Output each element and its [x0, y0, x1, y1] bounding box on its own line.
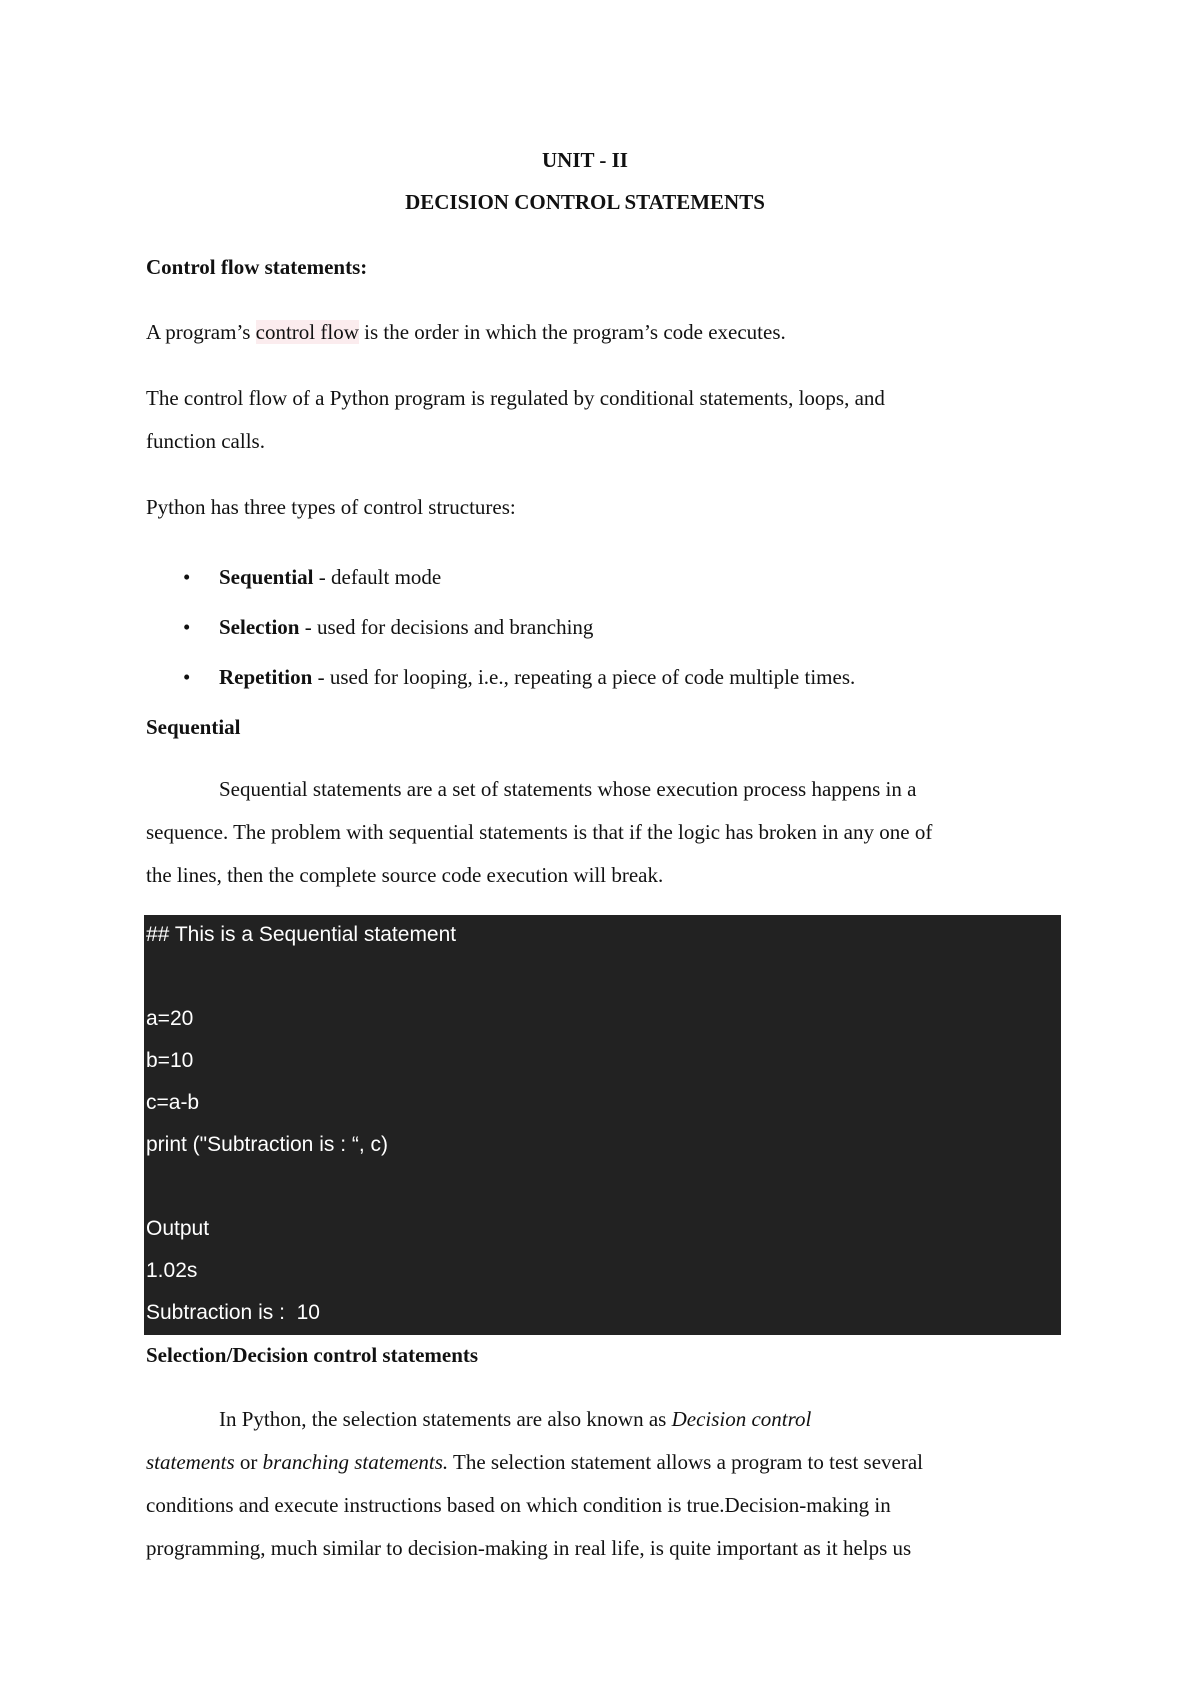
- sequential-paragraph-line2: sequence. The problem with sequential statements is that if the logic has broken in any one of: [146, 820, 933, 844]
- selection-text: or: [234, 1450, 263, 1474]
- control-flow-paragraph-line1: The control flow of a Python program is regulated by conditional statements, loops, and: [146, 386, 885, 410]
- code-line: print ("Subtraction is : “, c): [146, 1133, 389, 1156]
- list-item-term: Sequential: [219, 565, 314, 589]
- selection-paragraph-line3: conditions and execute instructions based on which condition is true.Decision-making in: [146, 1493, 891, 1517]
- control-flow-paragraph-line2: function calls.: [146, 429, 265, 453]
- selection-text: The selection statement allows a program to test several: [448, 1450, 924, 1474]
- control-flow-highlight: control flow: [255, 320, 359, 344]
- list-item-description: - default mode: [313, 565, 442, 589]
- selection-paragraph-line1: [219, 1405, 811, 1433]
- list-item-repetition: [219, 663, 855, 691]
- list-item-sequential: [219, 563, 441, 591]
- bullet-icon: •: [183, 615, 191, 639]
- code-block: [144, 915, 1061, 1335]
- list-item-description: - used for looping, i.e., repeating a piece of code multiple times.: [312, 665, 856, 689]
- unit-heading: UNIT - II: [542, 148, 628, 172]
- control-structures-intro: Python has three types of control structures:: [146, 495, 516, 519]
- selection-paragraph-line4: programming, much similar to decision-making in real life, is quite important as it helps us: [146, 1536, 912, 1560]
- list-item-term: Repetition: [219, 665, 313, 689]
- output-timing: 1.02s: [146, 1259, 198, 1282]
- control-flow-definition: [146, 318, 786, 346]
- sequential-paragraph-line3: the lines, then the complete source code execution will break.: [146, 863, 664, 887]
- selection-italic-term: branching statements.: [262, 1450, 449, 1474]
- bullet-icon: •: [183, 565, 191, 589]
- selection-italic-term: statements: [146, 1450, 235, 1474]
- selection-text: In Python, the selection statements are also known as: [219, 1407, 672, 1431]
- code-comment: ## This is a Sequential statement: [146, 923, 457, 946]
- output-label: Output: [146, 1217, 210, 1240]
- code-line: b=10: [146, 1049, 194, 1072]
- selection-paragraph-line2: [146, 1448, 923, 1476]
- code-line: c=a-b: [146, 1091, 200, 1114]
- list-item-selection: [219, 613, 593, 641]
- list-item-description: - used for decisions and branching: [299, 615, 594, 639]
- sequential-heading: Sequential: [146, 715, 241, 739]
- bullet-icon: •: [183, 665, 191, 689]
- control-flow-heading: Control flow statements:: [146, 255, 368, 279]
- definition-text-end: is the order in which the program’s code executes.: [358, 320, 786, 344]
- definition-text-start: A program’s: [146, 320, 256, 344]
- output-result: Subtraction is : 10: [146, 1301, 320, 1324]
- page-title: DECISION CONTROL STATEMENTS: [405, 190, 765, 214]
- sequential-paragraph-line1: Sequential statements are a set of statements whose execution process happens in a: [219, 777, 917, 801]
- selection-heading: Selection/Decision control statements: [146, 1343, 479, 1367]
- list-item-term: Selection: [219, 615, 300, 639]
- selection-italic-term: Decision control: [671, 1407, 812, 1431]
- code-line: a=20: [146, 1007, 194, 1030]
